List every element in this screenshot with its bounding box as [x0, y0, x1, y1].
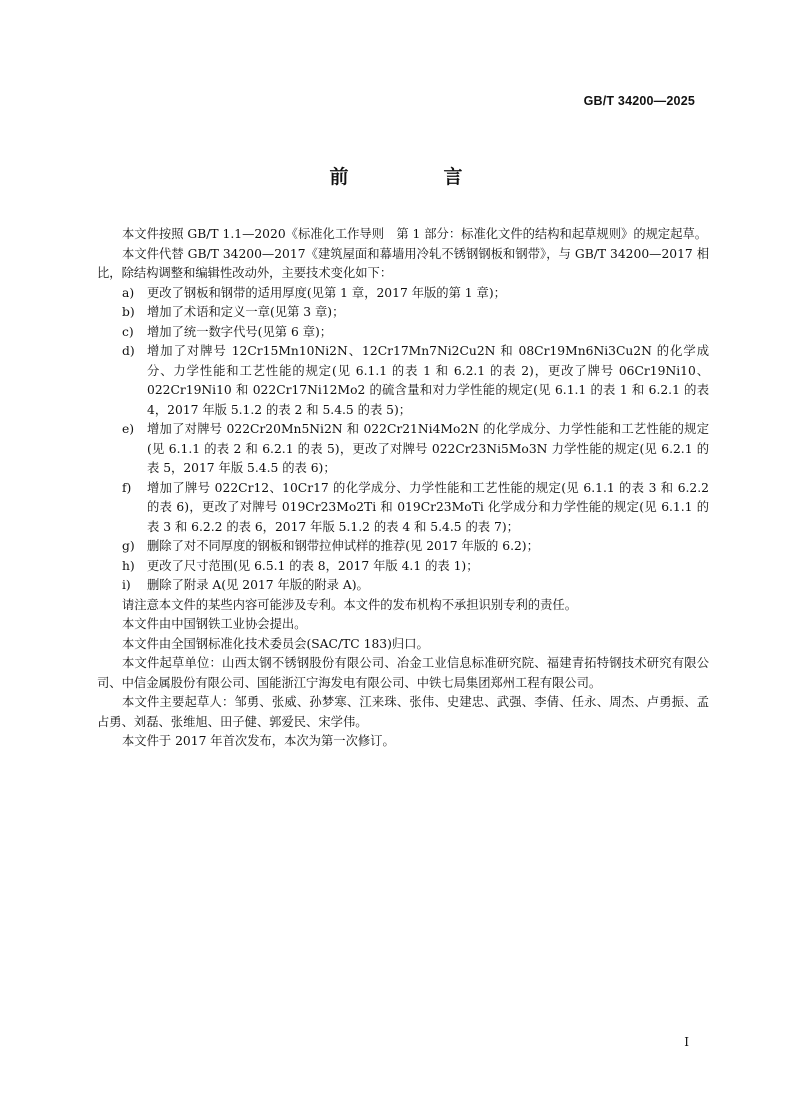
list-item-label: d): [122, 344, 135, 358]
list-item: [97, 323, 709, 343]
technical-changes-list: [97, 284, 709, 596]
list-item: [97, 557, 709, 577]
list-item: [97, 284, 709, 304]
list-item: [97, 576, 709, 596]
list-item-text: 更改了钢板和钢带的适用厚度(见第 1 章，2017 年版的第 1 章)；: [147, 285, 506, 300]
list-item: [97, 537, 709, 557]
list-item-text: 增加了术语和定义一章(见第 3 章)；: [147, 305, 345, 319]
list-item-text: 更改了尺寸范围(见 6.5.1 的表 8，2017 年版 4.1 的表 1)；: [147, 558, 479, 573]
drafting-organizations: 本文件起草单位：山西太钢不锈钢股份有限公司、冶金工业信息标准研究院、福建青拓特钢技术研究有限公司、中信金属股份有限公司、国能浙江宁海发电有限公司、中铁七局集团郑州工程有限公司。: [97, 656, 709, 690]
document-body: [97, 225, 709, 752]
list-item-label: e): [122, 422, 135, 436]
page-title: 前 言: [329, 166, 501, 188]
list-item-label: a): [122, 285, 135, 300]
list-item-label: g): [122, 539, 135, 553]
list-item: [97, 342, 709, 420]
intro-paragraph: 本文件代替 GB/T 34200—2017《建筑屋面和幕墙用冷轧不锈钢钢板和钢带》，与 GB/T 34200—2017 相比，除结构调整和编辑性改动外，主要技术变化如下：: [97, 246, 709, 280]
revision-history: 本文件于 2017 年首次发布，本次为第一次修订。: [122, 734, 395, 748]
page-number: I: [684, 1035, 689, 1049]
committee-statement: 本文件由全国钢标准化技术委员会(SAC/TC 183)归口。: [122, 636, 429, 651]
patent-notice: 请注意本文件的某些内容可能涉及专利。本文件的发布机构不承担识别专利的责任。: [122, 597, 577, 612]
proposer-statement: 本文件由中国钢铁工业协会提出。: [122, 617, 307, 631]
list-item-label: c): [122, 324, 134, 339]
list-item: [97, 479, 709, 538]
drafters: 本文件主要起草人：邹勇、张威、孙梦寒、江来珠、张伟、史建忠、武强、李倩、任永、周杰、卢勇振、孟占勇、刘磊、张维旭、田子健、郭爱民、宋学伟。: [97, 695, 709, 729]
list-item-text: 增加了牌号 022Cr12、10Cr17 的化学成分、力学性能和工艺性能的规定(见 6.1.1 的表 3 和 6.2.2 的表 6)，更改了对牌号 019Cr23Mo2Ti 和 019Cr23MoTi 化学成分和力学性能的规定(见 6.1.1 的表 3 和 6.2.2 的表 6，2017 年版 5.1.2 的表 4 和 5.4.5 的表 7)；: [147, 480, 709, 534]
list-item-text: 增加了统一数字代号(见第 6 章)；: [147, 324, 333, 339]
intro-paragraph: 本文件按照 GB/T 1.1—2020《标准化工作导则 第 1 部分：标准化文件的结构和起草规则》的规定起草。: [122, 227, 708, 241]
list-item: [97, 420, 709, 479]
list-item: [97, 303, 709, 323]
list-item-label: h): [122, 558, 135, 573]
list-item-text: 增加了对牌号 022Cr20Mn5Ni2N 和 022Cr21Ni4Mo2N 的化学成分、力学性能和工艺性能的规定(见 6.1.1 的表 2 和 6.2.1 的表 5)，更改了对牌号 022Cr23Ni5Mo3N 力学性能的规定(见 6.2.1 的表 5，2017 年版 5.4.5 的表 6)；: [147, 422, 709, 475]
list-item-label: b): [122, 305, 135, 319]
list-item-label: i): [122, 578, 131, 592]
list-item-text: 删除了对不同厚度的钢板和钢带拉伸试样的推荐(见 2017 年版的 6.2)；: [147, 539, 539, 553]
standard-number: GB/T 34200—2025: [583, 94, 695, 108]
list-item-label: f): [122, 480, 132, 495]
list-item-text: 删除了附录 A(见 2017 年版的附录 A)。: [147, 578, 369, 592]
list-item-text: 增加了对牌号 12Cr15Mn10Ni2N、12Cr17Mn7Ni2Cu2N 和 08Cr19Mn6Ni3Cu2N 的化学成分、力学性能和工艺性能的规定(见 6.1.1 的表 1 和 6.2.1 的表 2)，更改了牌号 06Cr19Ni10、022Cr19Ni10 和 022Cr17Ni12Mo2 的硫含量和对力学性能的规定(见 6.1.1 的表 1 和 6.2.1 的表 4，2017 年版 5.1.2 的表 2 和 5.4.5 的表 5)；: [147, 344, 709, 417]
